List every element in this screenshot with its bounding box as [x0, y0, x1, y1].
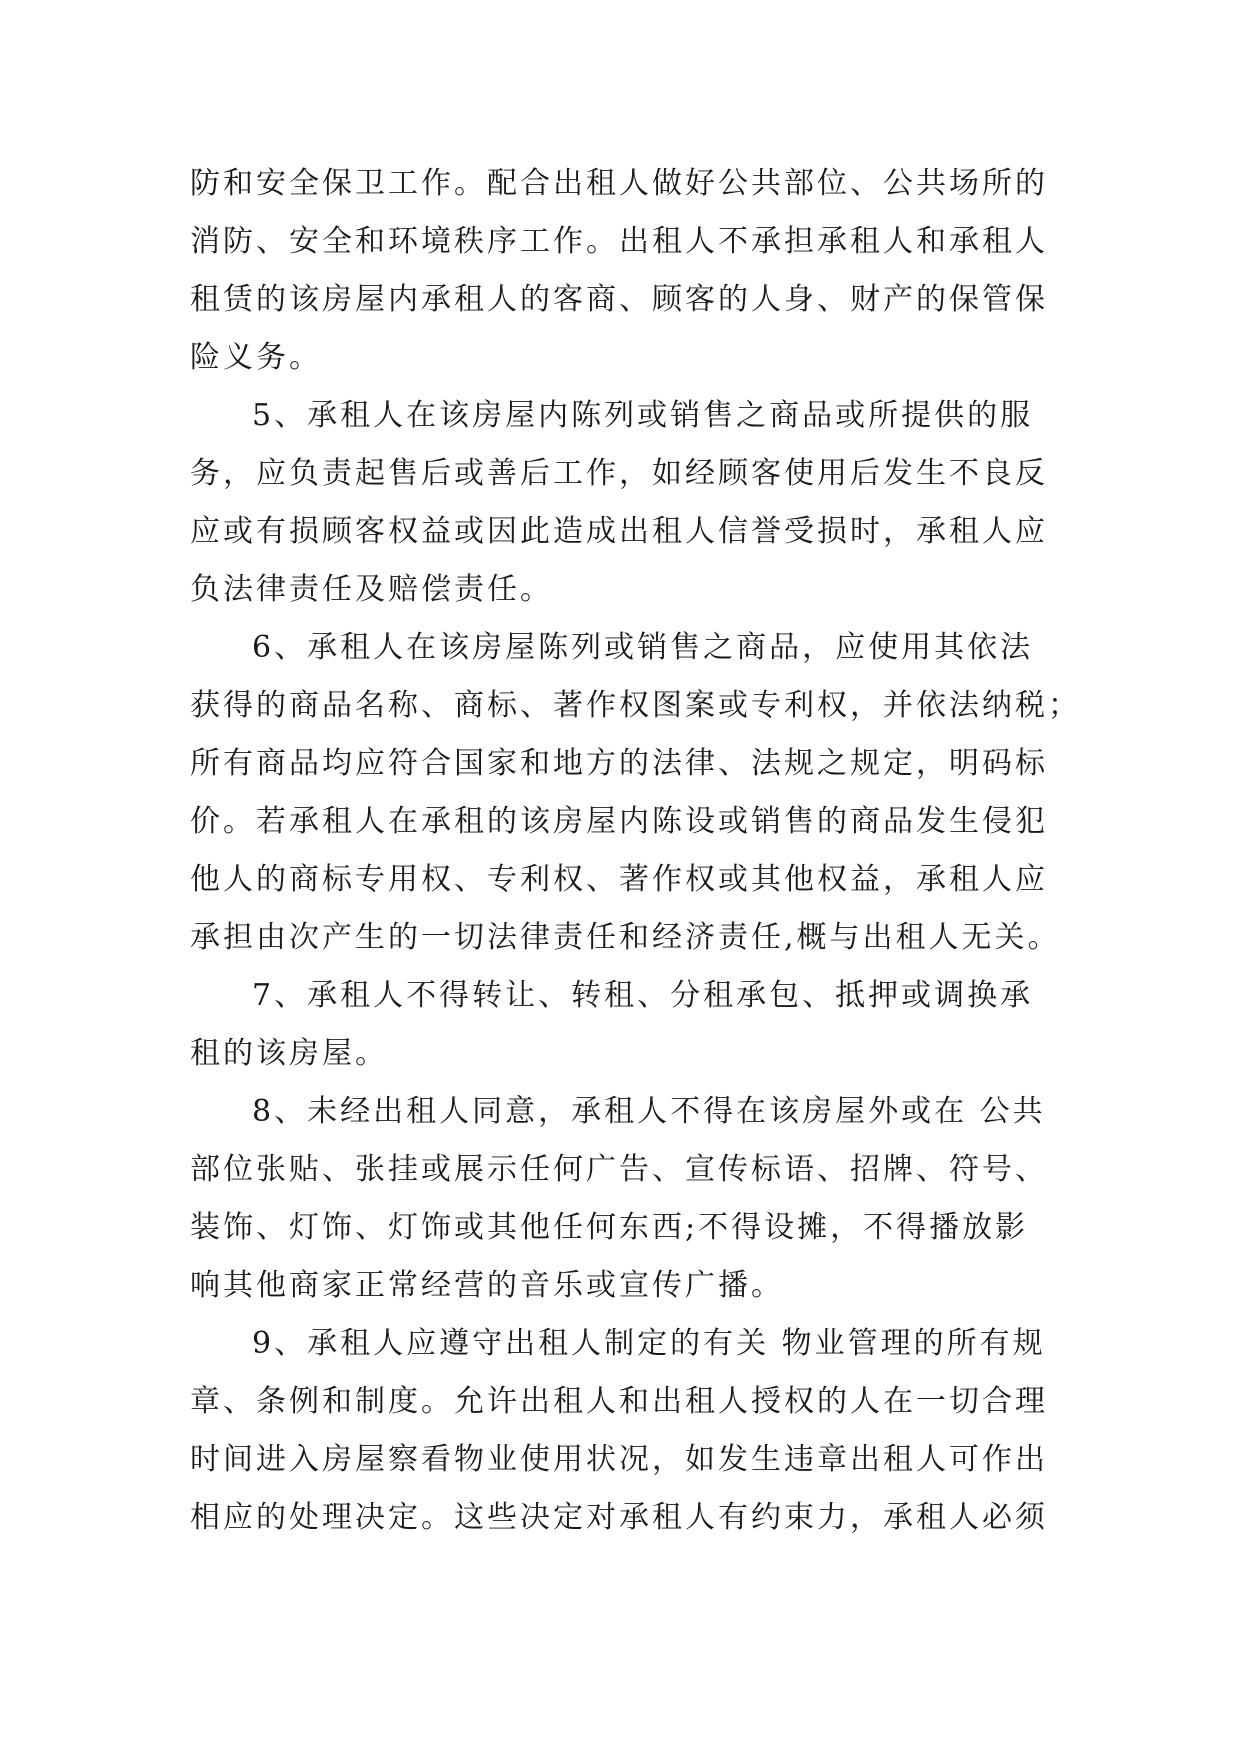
text-line: 应或有损顾客权益或因此造成出租人信誉受损时，承租人应 [190, 514, 1048, 549]
text-line: 7、承租人不得转让、转租、分租承包、抵押或调换承 [252, 978, 1034, 1013]
text-line: 6、承租人在该房屋陈列或销售之商品，应使用其依法 [252, 630, 1034, 665]
text-line: 消防、安全和环境秩序工作。出租人不承担承租人和承租人 [190, 224, 1048, 259]
text-line: 险义务。 [190, 340, 322, 375]
text-line: 9、承租人应遵守出租人制定的有关 物业管理的所有规 [252, 1326, 1046, 1361]
document-body [190, 155, 1081, 1547]
text-line: 相应的处理决定。这些决定对承租人有约束力，承租人必须 [190, 1500, 1048, 1535]
text-line: 租的该房屋。 [190, 1036, 388, 1071]
text-line: 装饰、灯饰、灯饰或其他任何东西;不得设摊，不得播放影 [190, 1210, 1029, 1245]
text-line: 获得的商品名称、商标、著作权图案或专利权，并依法纳税； [190, 688, 1081, 723]
text-line: 负法律责任及赔偿责任。 [190, 572, 553, 607]
text-line: 承担由次产生的一切法律责任和经济责任,概与出租人无关。 [190, 920, 1061, 955]
text-line: 时间进入房屋察看物业使用状况，如发生违章出租人可作出 [190, 1442, 1048, 1477]
text-line: 租赁的该房屋内承租人的客商、顾客的人身、财产的保管保 [190, 282, 1048, 317]
text-line: 他人的商标专用权、专利权、著作权或其他权益，承租人应 [190, 862, 1048, 897]
text-line: 章、条例和制度。允许出租人和出租人授权的人在一切合理 [190, 1384, 1048, 1419]
text-line: 响其他商家正常经营的音乐或宣传广播。 [190, 1268, 784, 1303]
text-line: 价。若承租人在承租的该房屋内陈设或销售的商品发生侵犯 [190, 804, 1048, 839]
text-line: 防和安全保卫工作。配合出租人做好公共部位、公共场所的 [190, 166, 1048, 201]
text-line: 5、承租人在该房屋内陈列或销售之商品或所提供的服 [252, 398, 1034, 433]
text-line: 8、未经出租人同意，承租人不得在该房屋外或在 公共 [252, 1094, 1046, 1129]
text-line: 部位张贴、张挂或展示任何广告、宣传标语、招牌、符号、 [190, 1152, 1048, 1187]
text-line: 所有商品均应符合国家和地方的法律、法规之规定，明码标 [190, 746, 1048, 781]
text-line: 务，应负责起售后或善后工作，如经顾客使用后发生不良反 [190, 456, 1048, 491]
